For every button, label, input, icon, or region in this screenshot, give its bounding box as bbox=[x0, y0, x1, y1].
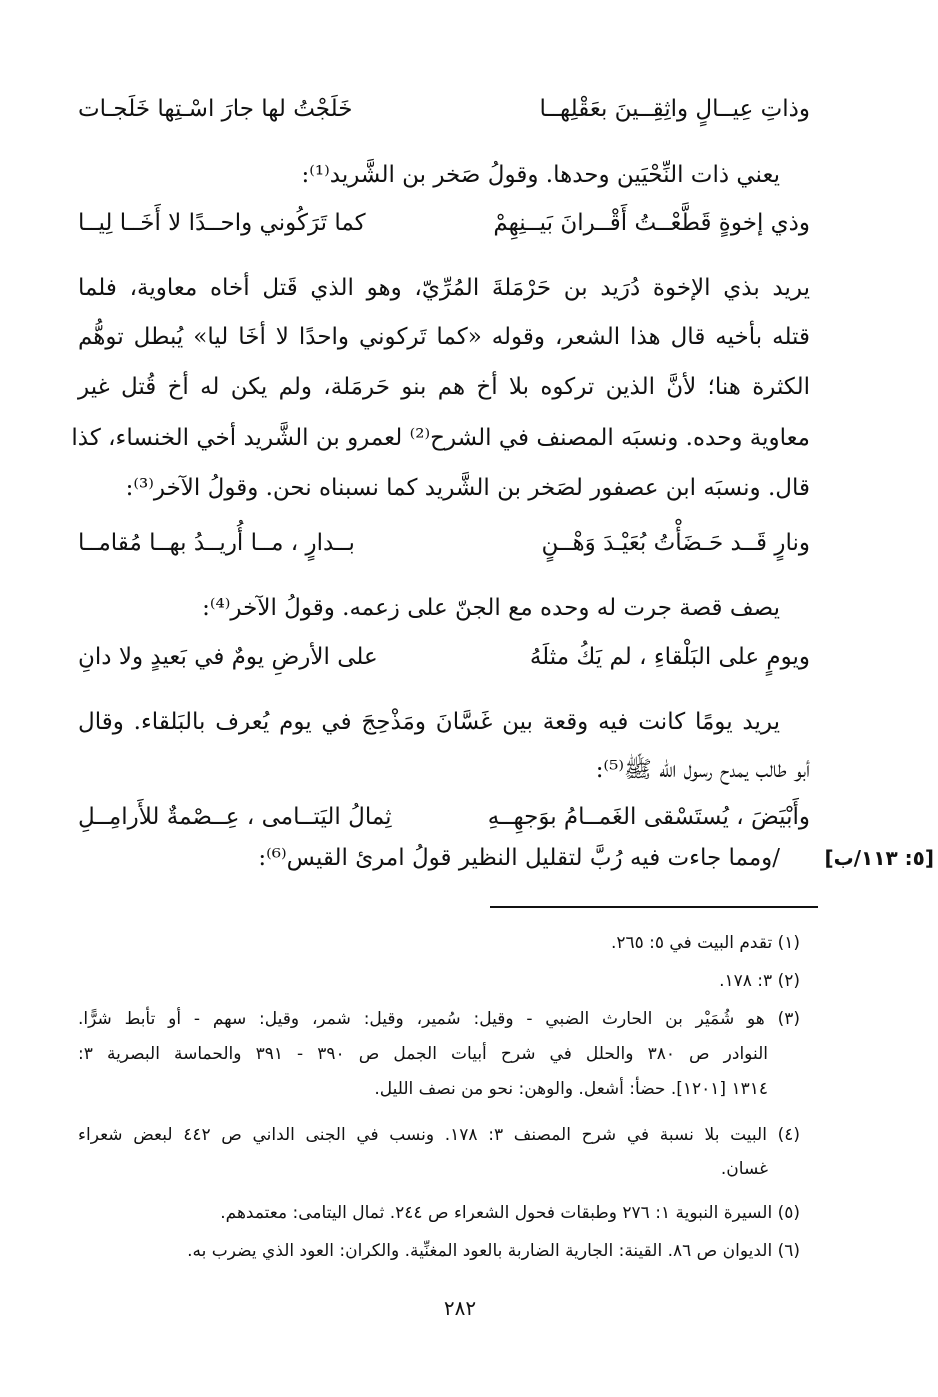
verse-first-hemistich: ونارٍ قَــد حَـضَأْتُ بُعَيْـدَ وَهْــنٍ bbox=[541, 530, 810, 556]
footnote-continuation: غسان. bbox=[720, 1159, 768, 1179]
body-text-line: أبو طالب يمدح رسول الله ﷺ⁽⁵⁾: bbox=[595, 757, 810, 783]
verse-second-hemistich: على الأرضِ يومٌ في بَعيدٍ ولا دانِ bbox=[78, 644, 378, 670]
body-text-line: يريد يومًا كانت فيه وقعة بين غَسَّانَ ومَذْحِجَ في يوم يُعرف بالبَلقاء. وقال bbox=[78, 709, 780, 735]
body-text-line: يصف قصة جرت له وحده مع الجنّ على زعمه. وقولُ الآخر⁽⁴⁾: bbox=[202, 595, 780, 621]
body-text-line: الكثرة هنا؛ لأنَّ الذين تركوه بلا أخ هم بنو حَرمَلة، ولم يكن له أخ قُتل غير bbox=[78, 374, 810, 400]
body-text-line: يريد بذي الإخوة دُرَيد بن حَرْمَلةَ المُرِّيّ، وهو الذي قَتل أخاه معاوية، فلما bbox=[78, 275, 810, 301]
verse-first-hemistich: وذاتِ عِيــالٍ واثِقِــينَ بعَقْلِهــا bbox=[539, 96, 810, 122]
manuscript-folio-reference: [٥: ١١٣/ب] bbox=[824, 846, 934, 870]
footnote-continuation: النوادر ص ٣٨٠ والحلل في شرح أبيات الجمل ص ٣٩٠ - ٣٩١ والحماسة البصرية ٣: bbox=[78, 1044, 768, 1064]
verse-second-hemistich: كما تَرَكُوني واحــدًا لا أَخَــا لِيــا bbox=[78, 210, 366, 236]
verse-first-hemistich: وأَبْيَضَ ، يُستَسْقى الغَمــامُ بوَجهِــهِ bbox=[487, 804, 810, 830]
footnote: (٥) السيرة النبوية ١: ٢٧٦ وطبقات فحول الشعراء ص ٢٤٤. ثمال اليتامى: معتمدهم. bbox=[220, 1203, 800, 1223]
verse-second-hemistich: خَلَجْتُ لها جارَ اسْـتِها خَلَجـات bbox=[78, 96, 353, 122]
verse-second-hemistich: ثِمالُ اليَتــامى ، عِــصْمةٌ للأَرامِــلِ bbox=[78, 804, 392, 830]
body-text-line: يعني ذات النِّحْيَين وحدها. وقولُ صَخر بن الشَّريد⁽¹⁾: bbox=[301, 162, 780, 188]
verse-line bbox=[78, 526, 810, 560]
verse-line bbox=[78, 640, 810, 674]
verse-line bbox=[78, 92, 810, 126]
page-number: ٢٨٢ bbox=[443, 1296, 477, 1320]
footnote: (١) تقدم البيت في ٥: ٢٦٥. bbox=[610, 933, 800, 953]
body-text-line: قتله بأخيه قال هذا الشعر، وقوله «كما تَركوني واحدًا لا أخَا ليا» يُبطل توهُّم bbox=[78, 324, 810, 350]
footnote: (٢) ٣: ١٧٨. bbox=[719, 971, 800, 991]
footnote-separator bbox=[490, 906, 818, 908]
body-text-line: /ومما جاءت فيه رُبَّ لتقليل النظير قولُ امرئ القيس⁽⁶⁾: bbox=[258, 845, 780, 871]
verse-line bbox=[78, 800, 810, 834]
footnote: (٤) البيت بلا نسبة في شرح المصنف ٣: ١٧٨. ونسب في الجنى الداني ص ٤٤٢ لبعض شعراء bbox=[78, 1125, 800, 1145]
footnote-continuation: ١٣١٤ [١٢٠١]. حضأ: أشعل. والوهن: نحو من نصف الليل. bbox=[374, 1079, 768, 1099]
verse-first-hemistich: ويومٍ على البَلْقاءِ ، لم يَكُ مثلَهُ bbox=[529, 644, 810, 670]
verse-first-hemistich: وذي إخوةٍ قَطَّعْــتُ أَقْــرانَ بَيــنِهِمْ bbox=[493, 210, 810, 236]
footnote: (٣) هو شُمَيْر بن الحارث الضبي - وقيل: سُمير، وقيل: شمر، وقيل: سهم - أو تأبط شرًّا. bbox=[78, 1009, 800, 1029]
body-text-line: قال. ونسبَه ابن عصفور لصَخر بن الشَّريد كما نسبناه نحن. وقولُ الآخر⁽³⁾: bbox=[125, 475, 810, 501]
verse-line bbox=[78, 206, 810, 240]
footnote: (٦) الديوان ص ٨٦. القينة: الجارية الضاربة بالعود المغنِّية. والكران: العود الذي يضرب به. bbox=[187, 1241, 800, 1261]
verse-second-hemistich: بــدارٍ ، مــا أُريــدُ بهــا مُقامــا bbox=[78, 530, 355, 556]
body-text-line: معاوية وحده. ونسبَه المصنف في الشرح⁽²⁾ لعمرو بن الشَّريد أخي الخنساء، كذا bbox=[71, 425, 810, 451]
